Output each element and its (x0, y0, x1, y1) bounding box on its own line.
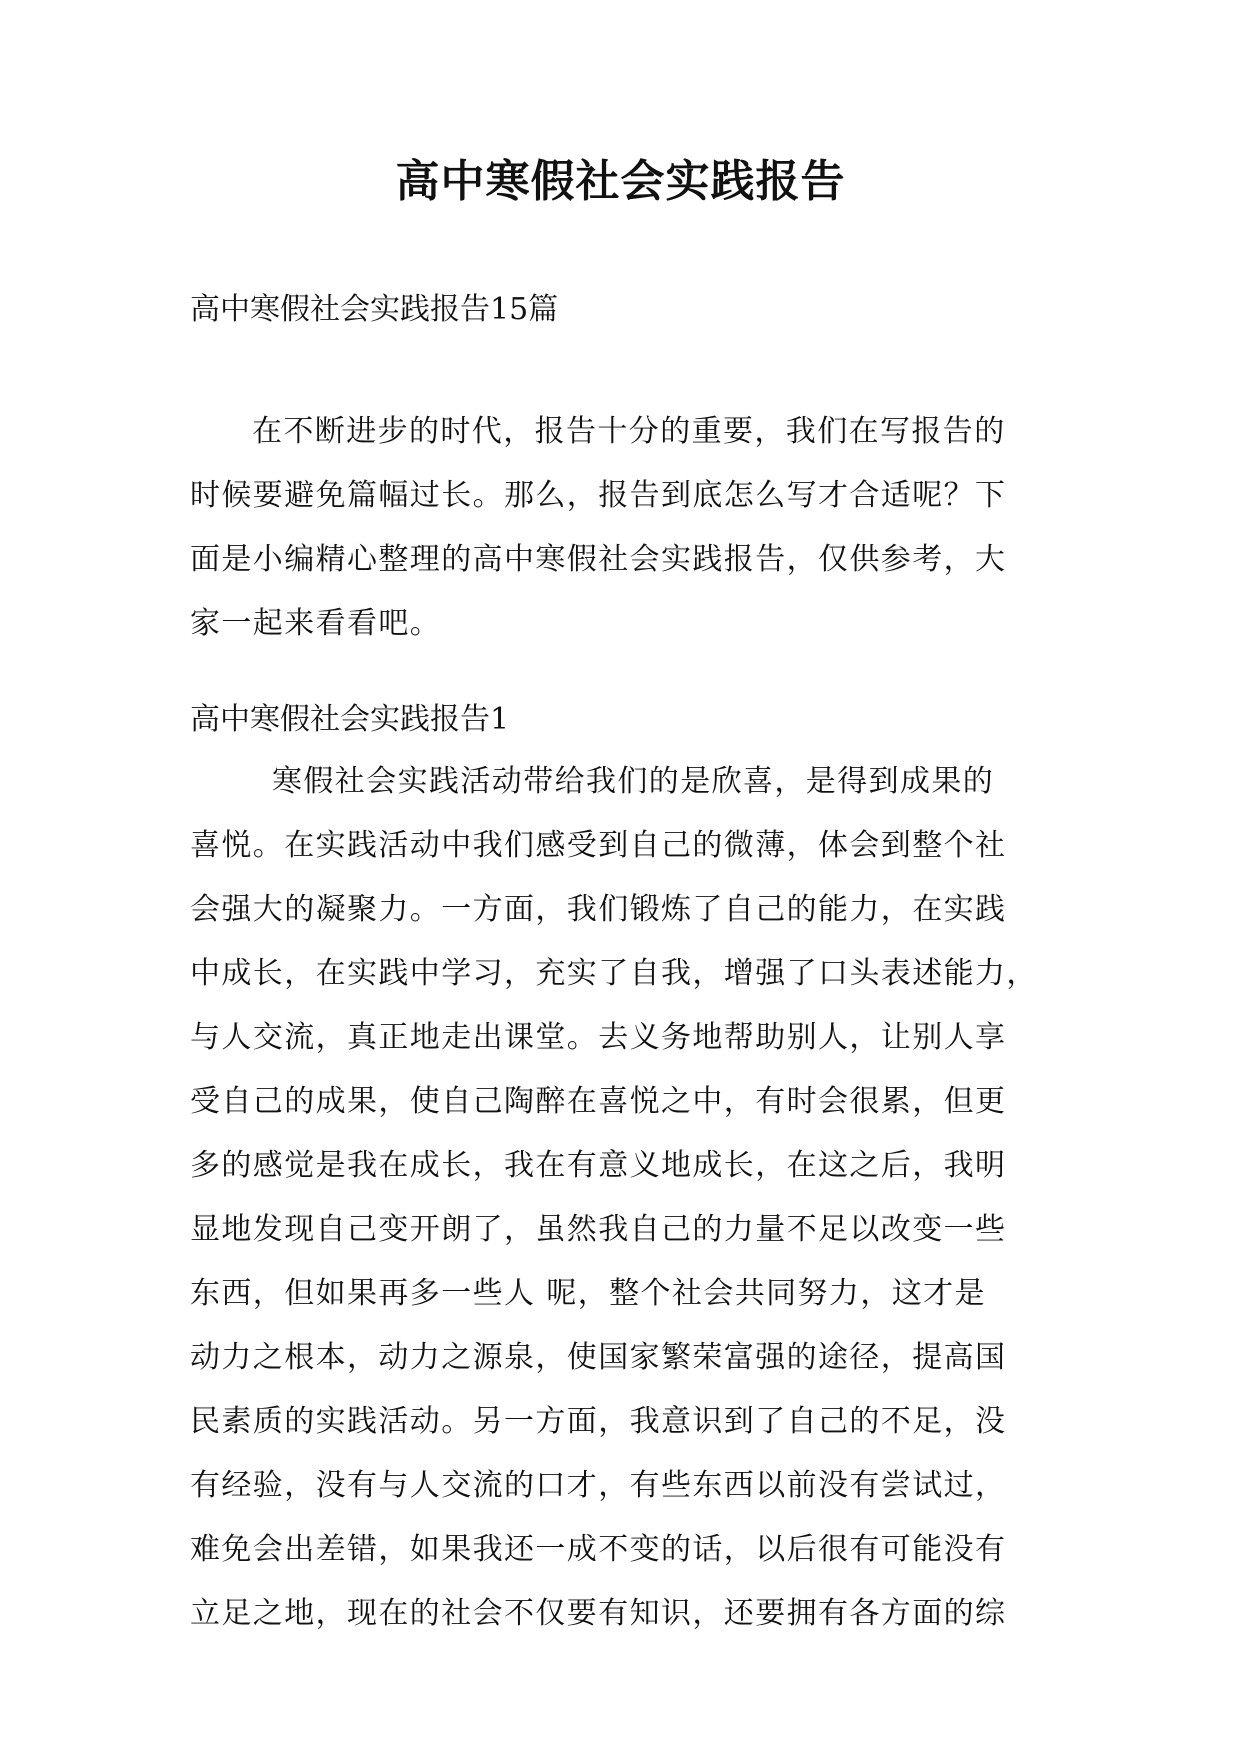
section-heading: 高中寒假社会实践报告1 (190, 702, 510, 737)
section-line: 寒假社会实践活动带给我们的是欣喜，是得到成果的 (272, 764, 995, 799)
section-line: 难免会出差错，如果我还一成不变的话，以后很有可能没有 (190, 1532, 1007, 1567)
section-paragraph (190, 760, 1050, 1656)
intro-paragraph (190, 410, 1050, 666)
section-line: 立足之地，现在的社会不仅要有知识，还要拥有各方面的综 (190, 1596, 1007, 1631)
intro-line: 面是小编精心整理的高中寒假社会实践报告，仅供参考，大 (190, 542, 1007, 577)
section-line: 受自己的成果，使自己陶醉在喜悦之中，有时会很累，但更 (190, 1084, 1007, 1119)
section-line: 显地发现自己变开朗了，虽然我自己的力量不足以改变一些 (190, 1212, 1007, 1247)
document-subtitle: 高中寒假社会实践报告15篇 (190, 292, 559, 327)
intro-line: 在不断进步的时代，报告十分的重要，我们在写报告的 (252, 414, 1006, 449)
section-line: 多的感觉是我在成长，我在有意义地成长，在这之后，我明 (190, 1148, 1007, 1183)
intro-line: 时候要避免篇幅过长。那么，报告到底怎么写才合适呢？下 (190, 478, 1007, 513)
section-line: 中成长，在实践中学习，充实了自我，增强了口头表述能力， (190, 956, 1038, 991)
section-line: 会强大的凝聚力。一方面，我们锻炼了自己的能力，在实践 (190, 892, 1007, 927)
section-line: 动力之根本，动力之源泉，使国家繁荣富强的途径，提高国 (190, 1340, 1007, 1375)
section-line: 东西，但如果再多一些人 呢，整个社会共同努力，这才是 (190, 1276, 986, 1311)
page-title: 高中寒假社会实践报告 (395, 156, 846, 207)
section-line: 与人交流，真正地走出课堂。去义务地帮助别人，让别人享 (190, 1020, 1007, 1055)
section-line: 民素质的实践活动。另一方面，我意识到了自己的不足，没 (190, 1404, 1007, 1439)
section-line: 喜悦。在实践活动中我们感受到自己的微薄，体会到整个社 (190, 828, 1007, 863)
section-line: 有经验，没有与人交流的口才，有些东西以前没有尝试过， (190, 1468, 1007, 1503)
intro-line: 家一起来看看吧。 (190, 606, 442, 641)
